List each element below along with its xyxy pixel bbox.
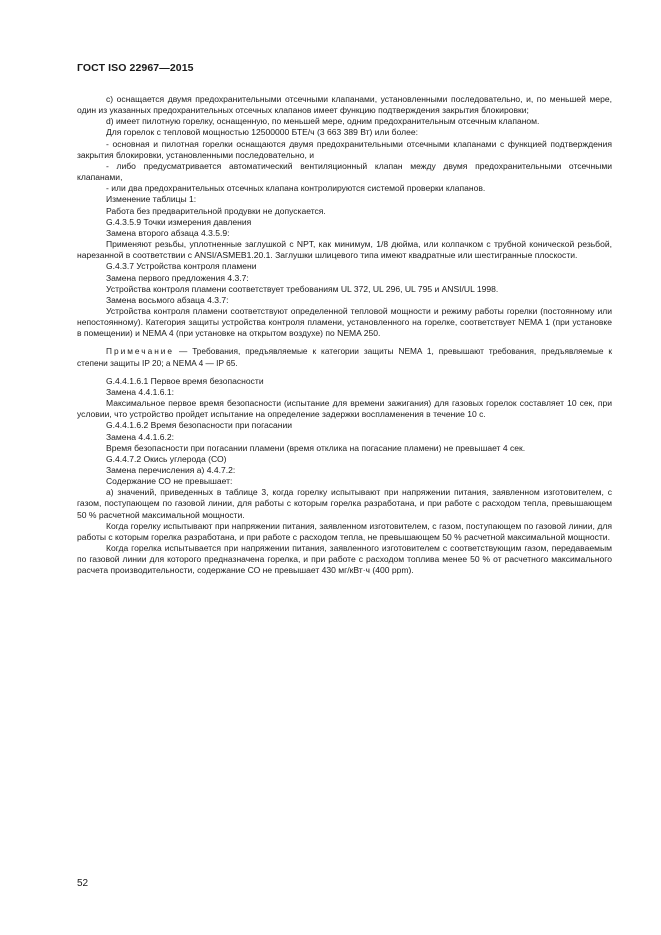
note	[77, 346, 612, 368]
paragraph: Максимальное первое время безопасности (испытание для времени зажигания) для газовых горелок составляет 10 сек, при условии, что устройство пройдет испытание на определение задержки воспламенения в течение 10 с.	[77, 398, 612, 420]
paragraph: Замена первого предложения 4.3.7:	[106, 272, 249, 283]
paragraph: Замена 4.4.1.6.2:	[106, 431, 175, 442]
paragraph: - либо предусматривается автоматический вентиляционный клапан между двумя предохранительными отсечными клапанами,	[77, 160, 612, 183]
paragraph: - основная и пилотная горелки оснащаются двумя предохранительными отсечными клапанами с функцией подтверждения закрытия блокировки, установленными последовательно, и	[77, 138, 612, 160]
paragraph: Работа без предварительной продувки не допускается.	[106, 205, 326, 216]
paragraph: Для горелок с тепловой мощностью 12500000 БТЕ/ч (3 663 389 Вт) или более:	[106, 127, 419, 138]
paragraph-item-c: с) оснащается двумя предохранительными отсечными клапанами, установленными последовательно, и, по меньшей мере, один из указанных предохранительных отсечных клапанов имеет функцию подтверждения закрытия блокировки;	[77, 94, 612, 116]
document-header: ГОСТ ISO 22967—2015	[77, 62, 194, 74]
section-heading: G.4.3.5.9 Точки измерения давления	[106, 216, 252, 227]
paragraph-item-d: d) имеет пилотную горелку, оснащенную, по меньшей мере, одним предохранительным отсечным клапаном.	[106, 116, 540, 127]
paragraph: Применяют резьбы, уплотненные заглушкой с NPT, как минимум, 1/8 дюйма, или колпачком с трубной конической резьбой, нарезанной в соответствии с ANSI/ASMEB1.20.1. Заглушки шлицевого типа имеют квадратные или шестигранные плоскости.	[77, 239, 612, 261]
section-heading: G.4.4.1.6.1 Первое время безопасности	[106, 375, 264, 386]
section-heading: G.4.4.7.2 Окись углерода (СО)	[106, 453, 227, 464]
document-body	[77, 94, 612, 577]
note-label: Примечание	[106, 346, 175, 357]
paragraph: Устройства контроля пламени соответствует требованиям UL 372, UL 296, UL 795 и ANSI/UL 1998.	[106, 283, 499, 294]
paragraph: Изменение таблицы 1:	[106, 194, 197, 205]
paragraph: Время безопасности при погасании пламени (время отклика на погасание пламени) не превышает 4 сек.	[106, 442, 526, 453]
paragraph: Замена перечисления а) 4.4.7.2:	[106, 465, 236, 475]
paragraph: Замена второго абзаца 4.3.5.9:	[106, 227, 230, 238]
page-number: 52	[77, 878, 89, 889]
section-heading: G.4.3.7 Устройства контроля пламени	[106, 261, 257, 272]
section-heading: G.4.4.1.6.2 Время безопасности при погасании	[106, 420, 293, 431]
paragraph: Когда горелка испытывается при напряжении питания, заявленного изготовителем с соответствующим газом, передаваемым по газовой линии для которого предназначена горелка, и при работе с расходом топлива менее 50 % от расчетного максимального расчета производительности, содержание СО не превышает 430 мг/кВт·ч (400 ppm).	[77, 543, 612, 576]
paragraph: Замена восьмого абзаца 4.3.7:	[106, 294, 229, 305]
paragraph: - или два предохранительных отсечных клапана контролируются системой проверки клапанов.	[106, 183, 486, 194]
paragraph: а) значений, приведенных в таблице 3, когда горелку испытывают при напряжении питания, заявленном изготовителем, с газом, поступающем по газовой линии, для работы с которым горелка разработана, и при работе с расходом тепла, превышающем 50 % расчетной максимальной мощности.	[77, 487, 612, 520]
paragraph: Устройства контроля пламени соответствуют определенной тепловой мощности и режиму работы горелки (постоянному или непостоянному). Категория защиты устройства контроля пламени, установленного на горелке, соответствует NEMA 1 (при установке в помещении) и NEMA 4 (при установке на открытом воздухе) по NEMA 250.	[77, 305, 612, 339]
paragraph: Содержание СО не превышает:	[106, 476, 233, 487]
paragraph: Когда горелку испытывают при напряжении питания, заявленном изготовителем, с газом, поступающем по газовой линии, для работы с которым горелка разработана, и при работе с расходом тепла, не превышающем 50 % расчетной максимальной мощности.	[77, 520, 612, 542]
paragraph: Замена 4.4.1.6.1:	[106, 386, 175, 397]
note-text: — Требования, предъявляемые к категории защиты NEMA 1, превышают требования, предъявляемые к степени защиты IP 20; а NEMA 4 — IP 65.	[77, 346, 612, 368]
